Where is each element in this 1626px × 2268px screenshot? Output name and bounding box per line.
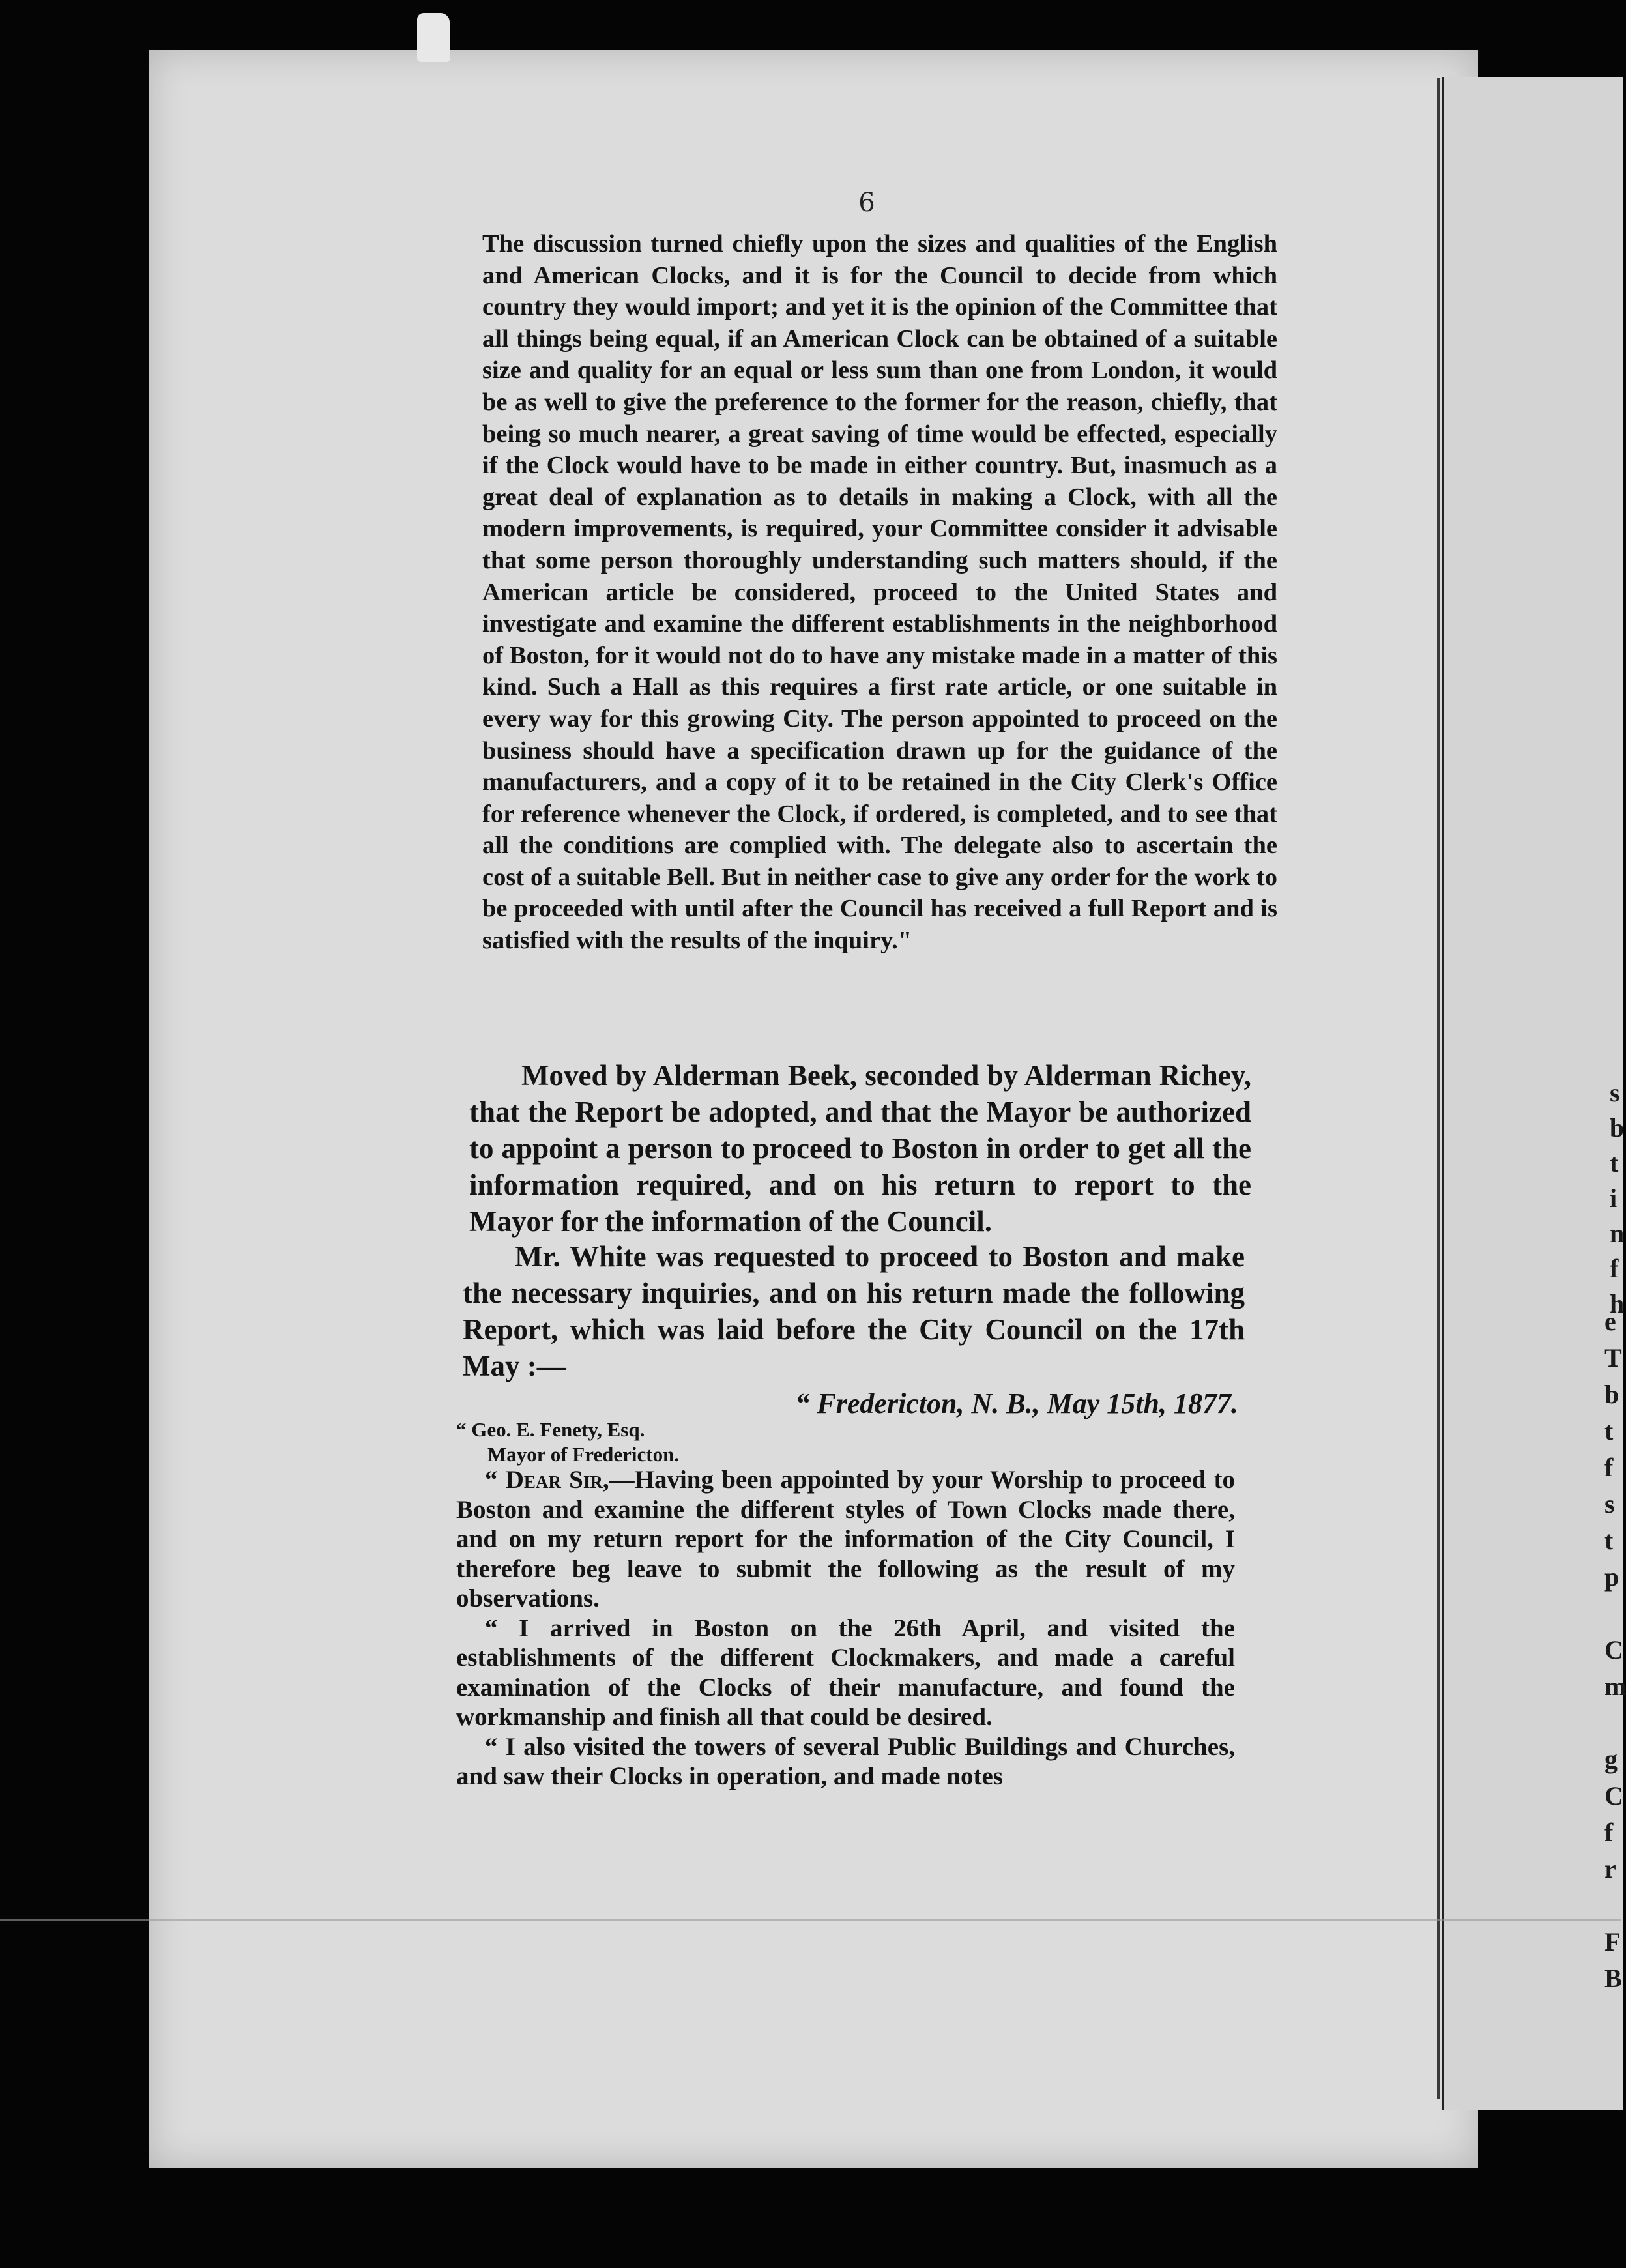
fragment (1604, 1705, 1621, 1741)
fragment: n (1610, 1219, 1625, 1248)
fragment: m (1604, 1672, 1626, 1701)
letter-paragraph: “ I also visited the towers of several Public Buildings and Churches, and saw their Clocks in operation, and made notes (456, 1732, 1235, 1790)
addressee-name: “ Geo. E. Fenety, Esq. (456, 1418, 645, 1441)
page-number: 6 (858, 188, 875, 218)
fragment: b (1604, 1380, 1619, 1409)
page-fold (1437, 78, 1440, 2099)
letter-addressee (456, 1418, 847, 1467)
motion-paragraph: Moved by Alderman Beek, seconded by Alderman Richey, that the Report be adopted, and that the Mayor be authorized to appoint a person to proceed to Boston in order to get all the information required, and on his return to report to the Mayor for the information of the Council. (469, 1059, 1251, 1238)
fragment: r (1604, 1854, 1616, 1883)
right-page-edge (1442, 77, 1626, 2110)
fragment: p (1604, 1562, 1619, 1592)
fragment: C (1604, 1781, 1623, 1810)
fragment: B (1604, 1964, 1622, 1993)
fragment: h (1610, 1289, 1625, 1318)
fragment: g (1604, 1745, 1618, 1774)
fragment: f (1604, 1818, 1614, 1847)
fragment (1604, 1887, 1621, 1924)
facing-page-text-fragments-lower (1604, 1303, 1626, 1997)
letter-dateline: “ Fredericton, N. B., May 15th, 1877. (795, 1388, 1238, 1419)
fragment: e (1604, 1307, 1616, 1336)
fragment: f (1604, 1453, 1614, 1482)
facing-page-text-fragments (1610, 1075, 1625, 1322)
addressee-title: Mayor of Fredericton. (487, 1443, 680, 1466)
paper-tab (417, 13, 450, 62)
mr-white-paragraph: Mr. White was requested to proceed to Boston and make the necessary inquiries, and on his return made the following Report, which was laid before the City Council on the 17th May :— (463, 1240, 1245, 1382)
letter-paragraph (456, 1465, 1235, 1614)
fragment: T (1604, 1343, 1622, 1373)
fragment: C (1604, 1635, 1623, 1665)
fragment: s (1610, 1078, 1620, 1107)
fragment (1604, 1595, 1621, 1632)
scan-artifact-line (0, 1919, 1621, 1921)
letter-salutation: “ Dear Sir, (485, 1466, 609, 1494)
fragment: i (1610, 1184, 1618, 1213)
letter-paragraph-text: —Having been appointed by your Worship to proceed to Boston and examine the different styles of Town Clocks made there, and on my return report for the information of the City Council, I therefore beg leave to submit the following as the result of my observations. (456, 1466, 1235, 1612)
fragment: b (1610, 1113, 1625, 1142)
fragment: t (1604, 1416, 1614, 1446)
fragment: s (1604, 1489, 1615, 1519)
fragment: F (1604, 1927, 1621, 1956)
committee-report-quote: The discussion turned chiefly upon the sizes and qualities of the English and American Clocks, and it is for the Council to decide from which country they would import; and yet it is the opinion of the Committee that all things being equal, if an American Clock can be obtained of a suitable size and quality for an equal or less sum than one from London, it would be as well to give the preference to the former for the reason, chiefly, that being so much nearer, a great saving of time would be effected, especially if the Clock would have to be made in either country. But, inasmuch as a great deal of explanation as to details in making a Clock, with all the modern improvements, is required, your Committee consider it advisable that some person thoroughly understanding such matters should, if the American article be considered, proceed to the United States and investigate and examine the different establishments in the neighborhood of Boston, for it would not do to have any mistake made in a matter of this kind. Such a Hall as this requires a first rate article, or one suitable in every way for this growing City. The person appointed to proceed on the business should have a specification drawn up for the guidance of the manufacturers, and a copy of it to be retained in the City Clerk's Office for reference whenever the Clock, if ordered, is completed, and to see that all the conditions are complied with. The delegate also to ascertain the cost of a suitable Bell. But in neither case to give any order for the work to be proceeded with until after the Council has received a full Report and is satisfied with the results of the inquiry." (482, 230, 1277, 955)
letter-paragraph: “ I arrived in Boston on the 26th April, and visited the establishments of the different Clockmakers, and made a careful examination of the Clocks of their manufacture, and found the workmanship and finish all that could be desired. (456, 1614, 1235, 1731)
fragment: f (1610, 1254, 1619, 1283)
fragment: t (1610, 1148, 1619, 1178)
letter-body (456, 1465, 1235, 1792)
fragment: t (1604, 1526, 1614, 1555)
